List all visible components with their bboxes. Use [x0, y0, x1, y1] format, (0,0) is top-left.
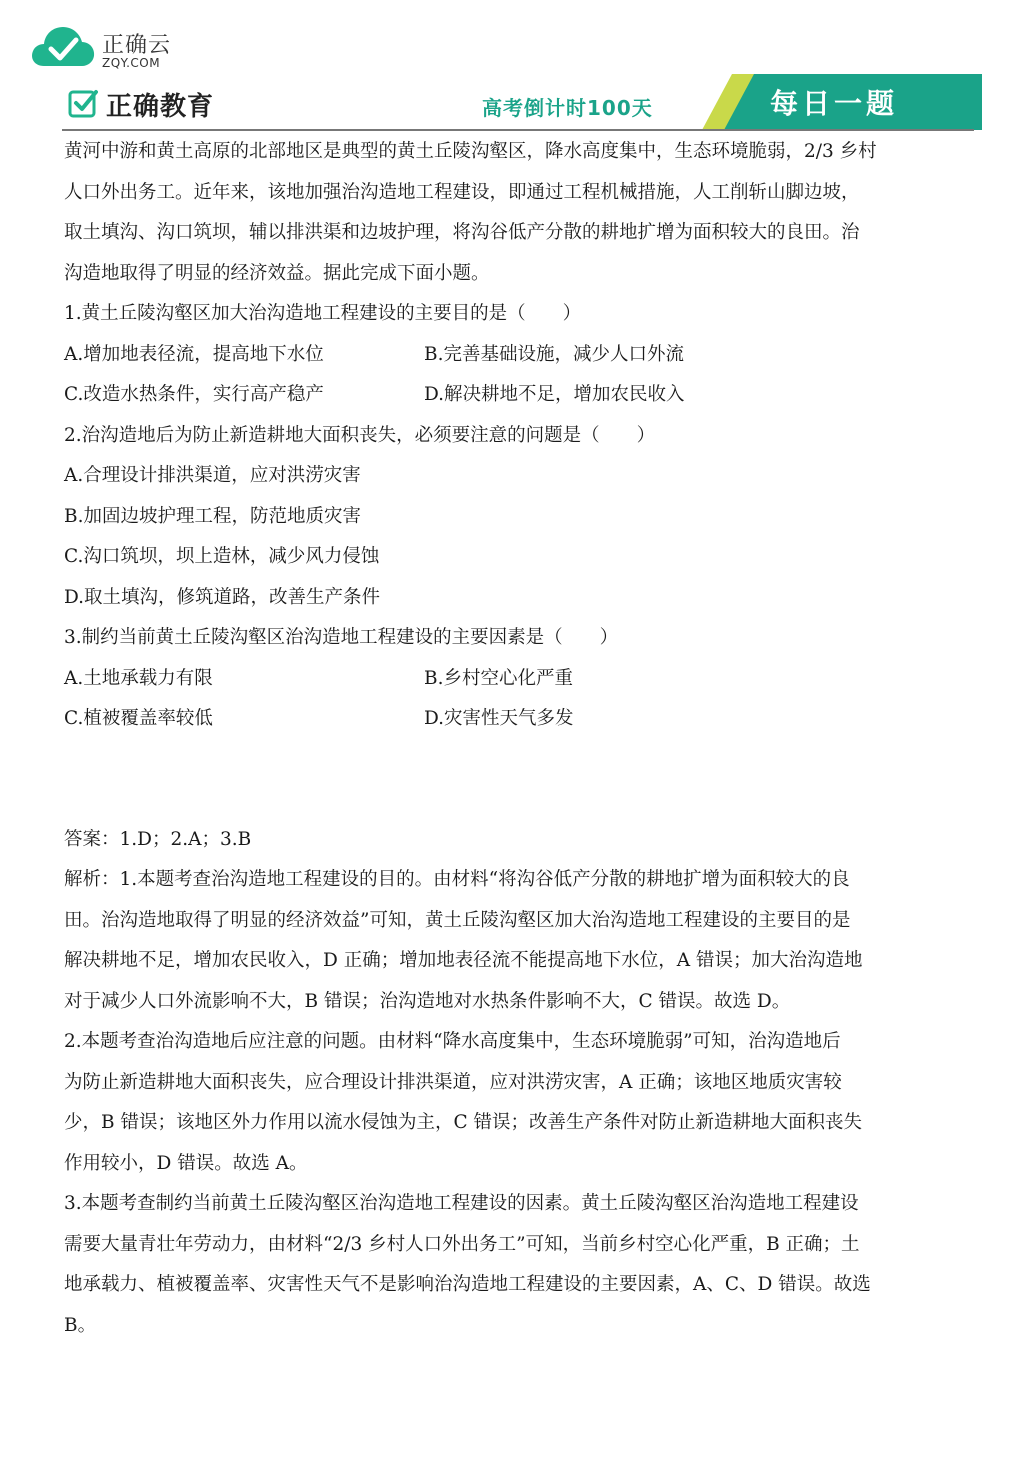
- analysis-line: 解析：1.本题考查治沟造地工程建设的目的。由材料“将沟谷低产分散的耕地扩增为面积较大的良: [64, 869, 850, 890]
- material-line: 人口外出务工。近年来，该地加强治沟造地工程建设，即通过工程机械措施，人工削斩山脚边坡，: [64, 181, 860, 203]
- question-2: [64, 416, 974, 619]
- option-c: C.沟口筑坝，坝上造林，减少风力侵蚀: [64, 546, 380, 567]
- zqy-logo: [30, 22, 230, 74]
- option-d: D.解决耕地不足，增加农民收入: [424, 384, 685, 405]
- question-3: [64, 618, 974, 740]
- analysis-line: 3.本题考查制约当前黄土丘陵沟壑区治沟造地工程建设的因素。黄土丘陵沟壑区治沟造地工程建设: [64, 1193, 859, 1214]
- analysis-text: [64, 860, 974, 1346]
- option-d: D.取土填沟，修筑道路，改善生产条件: [64, 586, 381, 608]
- analysis-line: 田。治沟造地取得了明显的经济效益”可知，黄土丘陵沟壑区加大治沟造地工程建设的主要目的是: [64, 909, 851, 931]
- option-c: C.改造水热条件，实行高产稳产: [64, 384, 324, 405]
- spacer: [64, 740, 974, 820]
- option-b: B.乡村空心化严重: [424, 667, 573, 689]
- option-b: B.加固边坡护理工程，防范地质灾害: [64, 505, 361, 527]
- material-line: 黄河中游和黄土高原的北部地区是典型的黄土丘陵沟壑区，降水高度集中，生态环境脆弱，2/3 乡村: [64, 141, 877, 162]
- analysis-line: 解决耕地不足，增加农民收入，D 正确；增加地表径流不能提高地下水位，A 错误；加大治沟造地: [64, 950, 863, 971]
- question-stem: 2.治沟造地后为防止新造耕地大面积丧失，必须要注意的问题是（ ）: [64, 424, 656, 446]
- material-line: 沟造地取得了明显的经济效益。据此完成下面小题。: [64, 262, 490, 284]
- question-content: [64, 132, 974, 1346]
- analysis-line: 少，B 错误；该地区外力作用以流水侵蚀为主，C 错误；改善生产条件对防止新造耕地大面积丧失: [64, 1112, 863, 1133]
- material-text: [64, 132, 974, 294]
- question-stem: 1.黄土丘陵沟壑区加大治沟造地工程建设的主要目的是（ ）: [64, 303, 582, 324]
- analysis-line: 地承载力、植被覆盖率、灾害性天气不是影响治沟造地工程建设的主要因素，A、C、D 错误。故选: [64, 1274, 871, 1295]
- option-b: B.完善基础设施，减少人口外流: [424, 343, 684, 365]
- option-a: A.土地承载力有限: [64, 667, 213, 689]
- countdown-label: 高考倒计时100天: [482, 96, 653, 120]
- analysis-line: 为防止新造耕地大面积丧失，应合理设计排洪渠道，应对洪涝灾害，A 正确；该地区地质灾害较: [64, 1071, 842, 1093]
- brand-name-cn: 正确云: [102, 33, 172, 58]
- material-line: 取土填沟、沟口筑坝，辅以排洪渠和边坡护理，将沟谷低产分散的耕地扩增为面积较大的良田。治: [64, 222, 860, 243]
- edu-title: 正确教育: [106, 92, 215, 122]
- answer-line: 答案：1.D；2.A；3.B: [64, 828, 252, 850]
- checkbox-logo-icon: [68, 88, 98, 118]
- daily-badge: 每日一题: [770, 87, 899, 120]
- analysis-line: 需要大量青壮年劳动力，由材料“2/3 乡村人口外出务工”可知，当前乡村空心化严重，B 正确；土: [64, 1233, 860, 1255]
- option-d: D.灾害性天气多发: [424, 708, 574, 729]
- analysis-line: 对于减少人口外流影响不大，B 错误；治沟造地对水热条件影响不大，C 错误。故选 D。: [64, 990, 791, 1012]
- cloud-check-icon: [30, 22, 96, 72]
- option-a: A.增加地表径流，提高地下水位: [64, 343, 324, 365]
- option-a: A.合理设计排洪渠道，应对洪涝灾害: [64, 465, 361, 486]
- analysis-line: 作用较小，D 错误。故选 A。: [64, 1152, 308, 1174]
- analysis-line: 2.本题考查治沟造地后应注意的问题。由材料“降水高度集中，生态环境脆弱”可知，治沟造地后: [64, 1031, 841, 1052]
- page-header: [62, 74, 974, 130]
- header-divider: [62, 129, 974, 131]
- option-c: C.植被覆盖率较低: [64, 708, 213, 729]
- question-stem: 3.制约当前黄土丘陵沟壑区治沟造地工程建设的主要因素是（ ）: [64, 627, 619, 648]
- analysis-line: B。: [64, 1314, 97, 1336]
- brand-name-en: ZQY.COM: [102, 56, 161, 70]
- question-1: [64, 294, 974, 416]
